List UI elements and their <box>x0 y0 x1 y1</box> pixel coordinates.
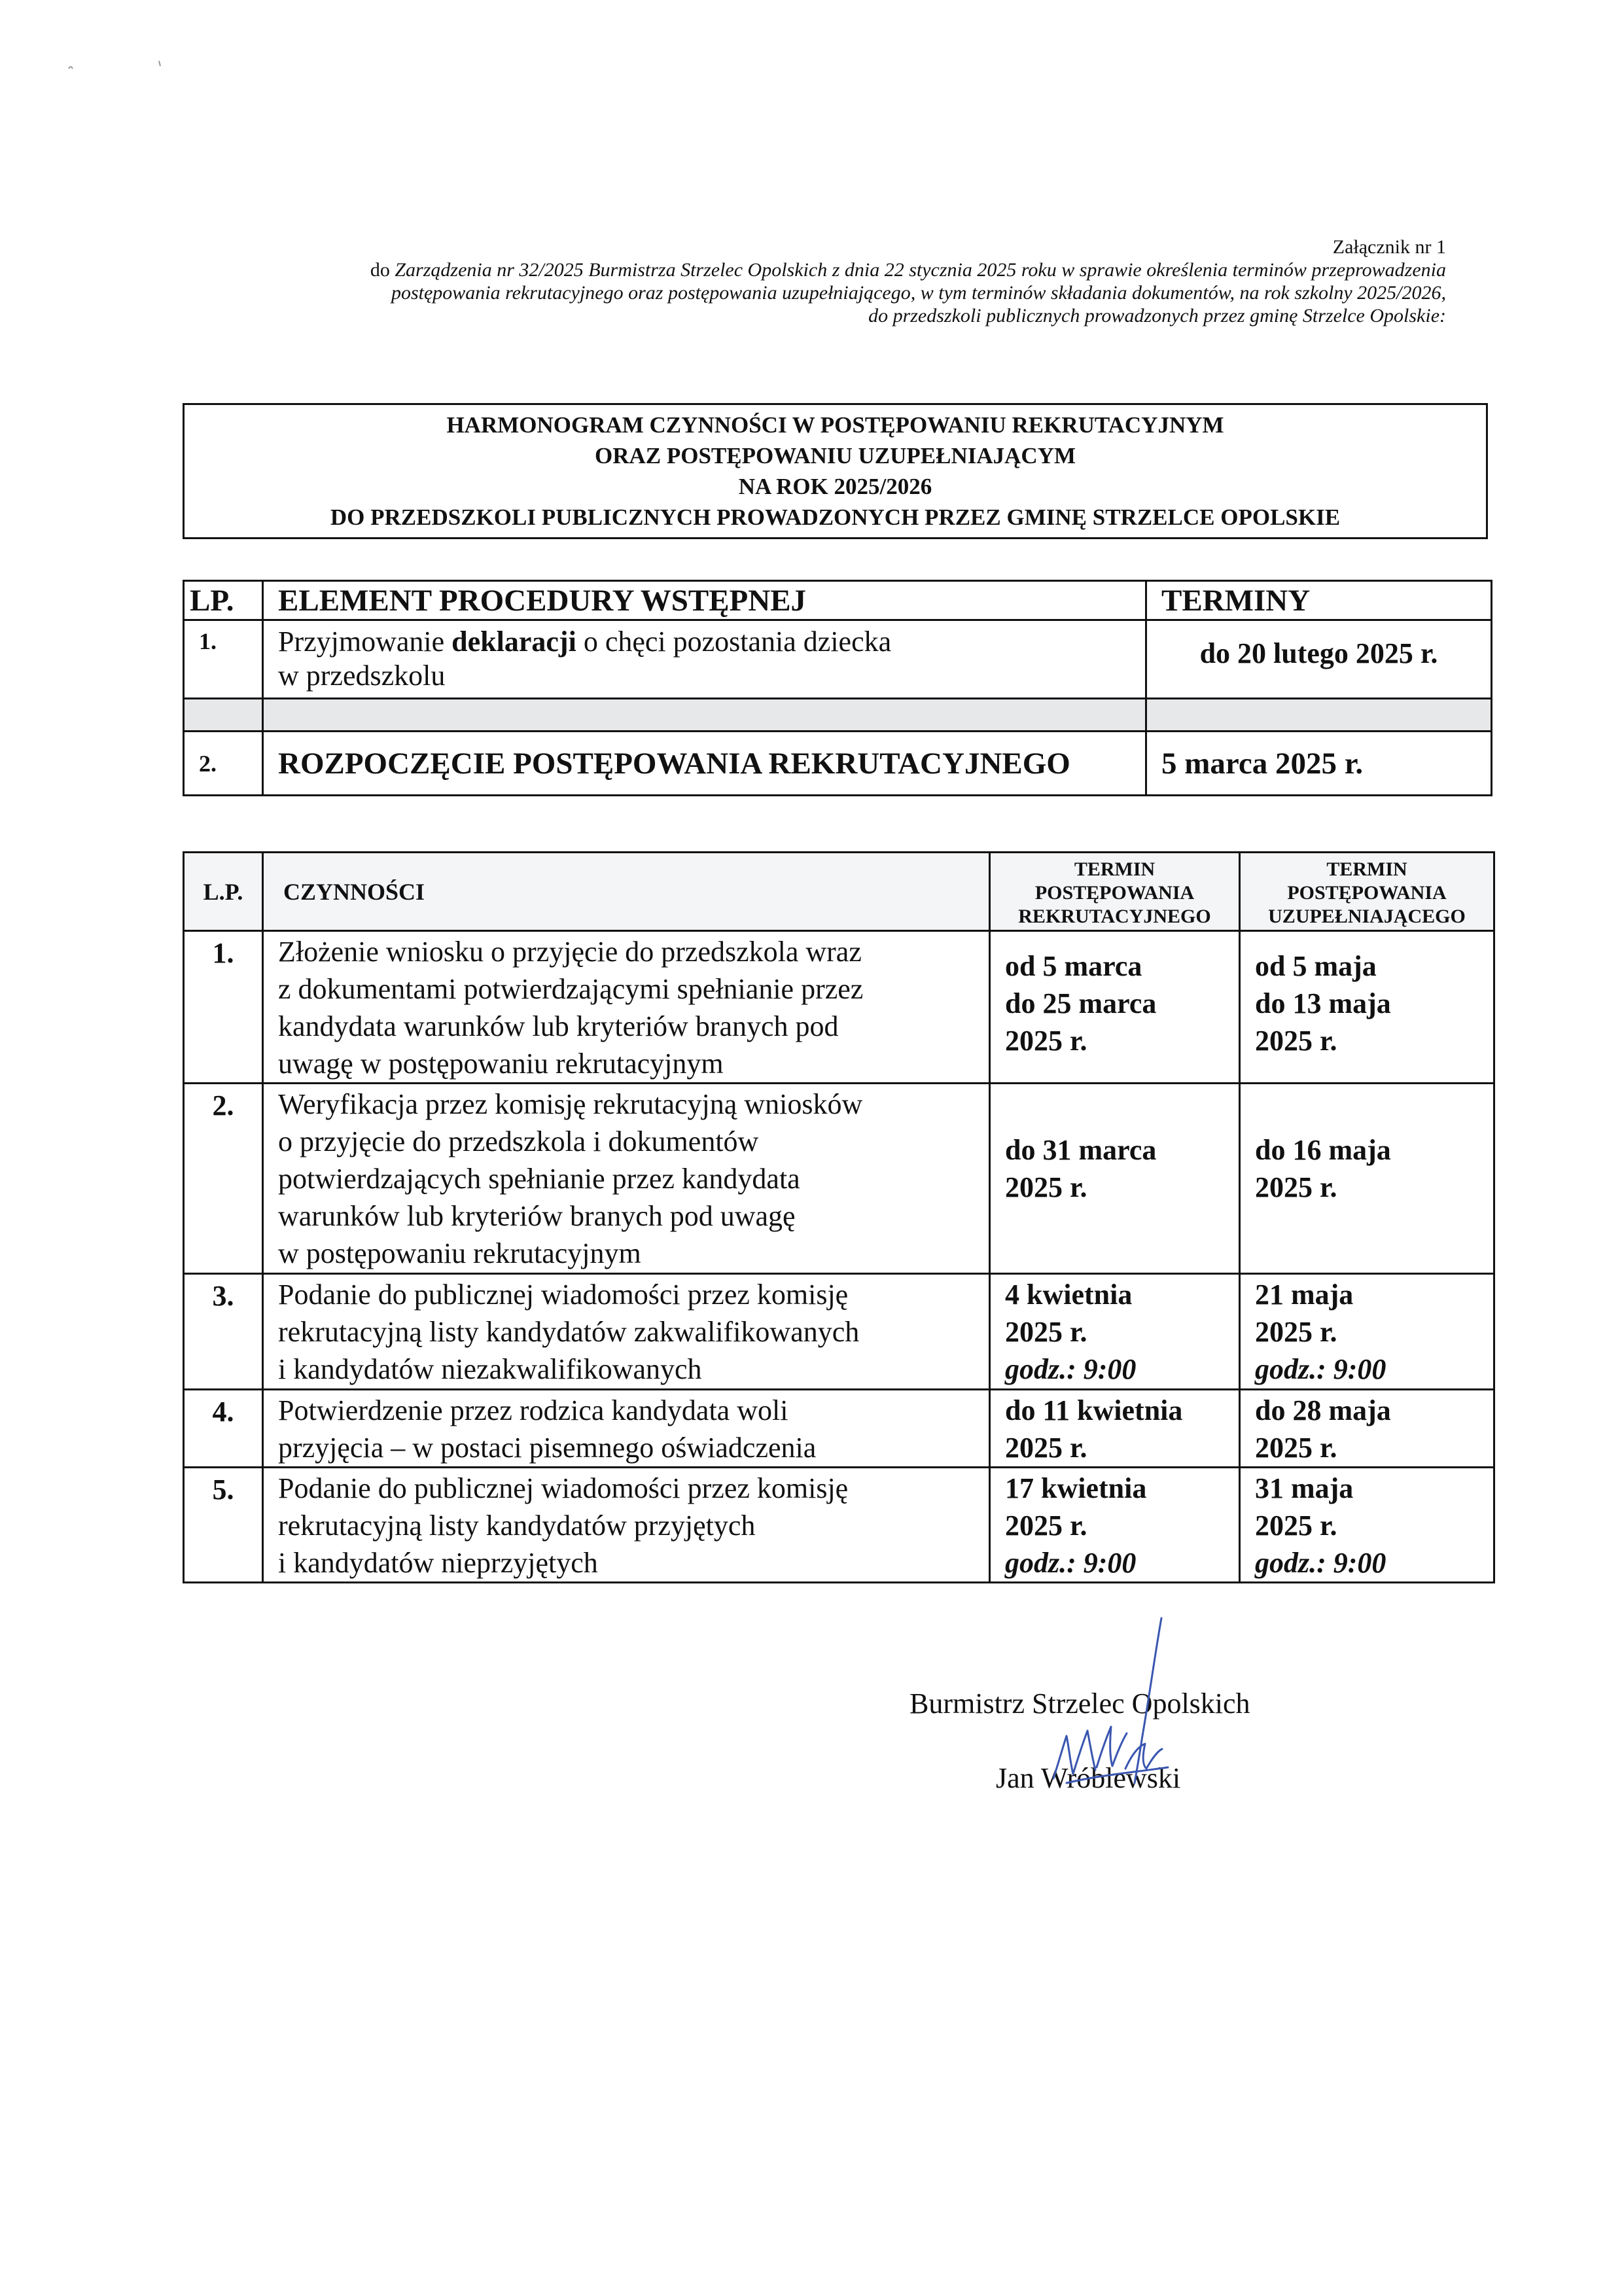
title-line-4: DO PRZEDSZKOLI PUBLICZNYCH PROWADZONYCH PRZEZ GMINĘ STRZELCE OPOLSKIE <box>330 504 1341 530</box>
row-term: 5 marca 2025 r. <box>1146 732 1492 796</box>
header-activities: CZYNNOŚCI <box>263 853 990 931</box>
table-header-row <box>184 581 1492 620</box>
header-recruitment-term: TERMIN POSTĘPOWANIA REKRUTACYJNEGO <box>990 853 1240 931</box>
signatory-title: Burmistrz Strzelec Opolskich <box>909 1687 1250 1720</box>
supplementary-term: do 28 maja 2025 r. <box>1240 1390 1494 1468</box>
supplementary-term: 21 maja 2025 r. godz.: 9:00 <box>1240 1274 1494 1390</box>
header-supplementary-term: TERMIN POSTĘPOWANIA UZUPEŁNIAJĄCEGO <box>1240 853 1494 931</box>
table-row <box>184 732 1492 796</box>
supplementary-term: 31 maja 2025 r. godz.: 9:00 <box>1240 1468 1494 1583</box>
row-description: Weryfikacja przez komisję rekrutacyjną wniosków o przyjęcie do przedszkola i dokumentów potwierdzających spełnianie przez kandydata warunków lub kryteriów branych pod uwagę w postępowaniu rekrutacyjnym <box>263 1084 990 1274</box>
annex-line-2: postępowania rekrutacyjnego oraz postępowania uzupełniającego, w tym terminów składania dokumentów, na rok szkolny 2025/2026, <box>391 282 1446 304</box>
signatory-name: Jan Wróblewski <box>996 1762 1181 1794</box>
announcement-hour: godz.: 9:00 <box>1005 1353 1137 1385</box>
handwritten-signature <box>1027 1612 1197 1814</box>
header-lp: LP. <box>184 581 263 620</box>
supplementary-term: do 16 maja 2025 r. <box>1240 1084 1494 1274</box>
table-header-row <box>184 853 1494 931</box>
title-line-3: NA ROK 2025/2026 <box>738 474 932 499</box>
row-number: 4. <box>184 1390 263 1468</box>
table-row <box>184 1084 1494 1274</box>
annex-line-1: do Zarządzenia nr 32/2025 Burmistrza Strzelec Opolskich z dnia 22 stycznia 2025 roku w sprawie określenia terminów przeprowadzenia <box>370 259 1446 281</box>
table-spacer-row <box>184 699 1492 732</box>
table-row <box>184 620 1492 699</box>
announcement-hour: godz.: 9:00 <box>1255 1547 1386 1579</box>
recruitment-term: 4 kwietnia 2025 r. godz.: 9:00 <box>990 1274 1240 1390</box>
row-number: 1. <box>184 620 263 699</box>
preliminary-procedure-table <box>183 580 1492 796</box>
row-description: Przyjmowanie deklaracji o chęci pozostania dziecka w przedszkolu <box>263 620 1146 699</box>
schedule-table <box>183 851 1495 1583</box>
recruitment-term: do 31 marca 2025 r. <box>990 1084 1240 1274</box>
recruitment-term: do 11 kwietnia 2025 r. <box>990 1390 1240 1468</box>
table-row <box>184 931 1494 1084</box>
row-number: 1. <box>184 931 263 1084</box>
row-term: do 20 lutego 2025 r. <box>1146 620 1492 699</box>
header-terms: TERMINY <box>1146 581 1492 620</box>
announcement-hour: godz.: 9:00 <box>1255 1353 1386 1385</box>
title-line-2: ORAZ POSTĘPOWANIU UZUPEŁNIAJĄCYM <box>594 443 1076 468</box>
annex-line-3: do przedszkoli publicznych prowadzonych przez gminę Strzelce Opolskie: <box>868 305 1446 327</box>
title-line-1: HARMONOGRAM CZYNNOŚCI W POSTĘPOWANIU REKRUTACYJNYM <box>446 412 1224 438</box>
table-row <box>184 1274 1494 1390</box>
row-number: 2. <box>184 732 263 796</box>
row-description: Podanie do publicznej wiadomości przez komisję rekrutacyjną listy kandydatów przyjętych i kandydatów nieprzyjętych <box>263 1468 990 1583</box>
row-number: 2. <box>184 1084 263 1274</box>
annex-number: Załącznik nr 1 <box>1332 236 1446 258</box>
scan-marks <box>62 56 193 75</box>
recruitment-term: od 5 marca do 25 marca 2025 r. <box>990 931 1240 1084</box>
recruitment-term: 17 kwietnia 2025 r. godz.: 9:00 <box>990 1468 1240 1583</box>
row-description: Potwierdzenie przez rodzica kandydata woli przyjęcia – w postaci pisemnego oświadczenia <box>263 1390 990 1468</box>
row-description: Podanie do publicznej wiadomości przez komisję rekrutacyjną listy kandydatów zakwalifikowanych i kandydatów niezakwalifikowanych <box>263 1274 990 1390</box>
row-number: 5. <box>184 1468 263 1583</box>
header-element: ELEMENT PROCEDURY WSTĘPNEJ <box>263 581 1146 620</box>
document-title <box>183 403 1488 539</box>
announcement-hour: godz.: 9:00 <box>1005 1547 1137 1579</box>
row-description: ROZPOCZĘCIE POSTĘPOWANIA REKRUTACYJNEGO <box>263 732 1146 796</box>
header-lp: L.P. <box>184 853 263 931</box>
table-row <box>184 1468 1494 1583</box>
table-row <box>184 1390 1494 1468</box>
supplementary-term: od 5 maja do 13 maja 2025 r. <box>1240 931 1494 1084</box>
row-description: Złożenie wniosku o przyjęcie do przedszkola wraz z dokumentami potwierdzającymi spełnianie przez kandydata warunków lub kryteriów branych pod uwagę w postępowaniu rekrutacyjnym <box>263 931 990 1084</box>
row-number: 3. <box>184 1274 263 1390</box>
annex-header <box>196 236 1446 327</box>
signature-block <box>909 1687 1328 1818</box>
